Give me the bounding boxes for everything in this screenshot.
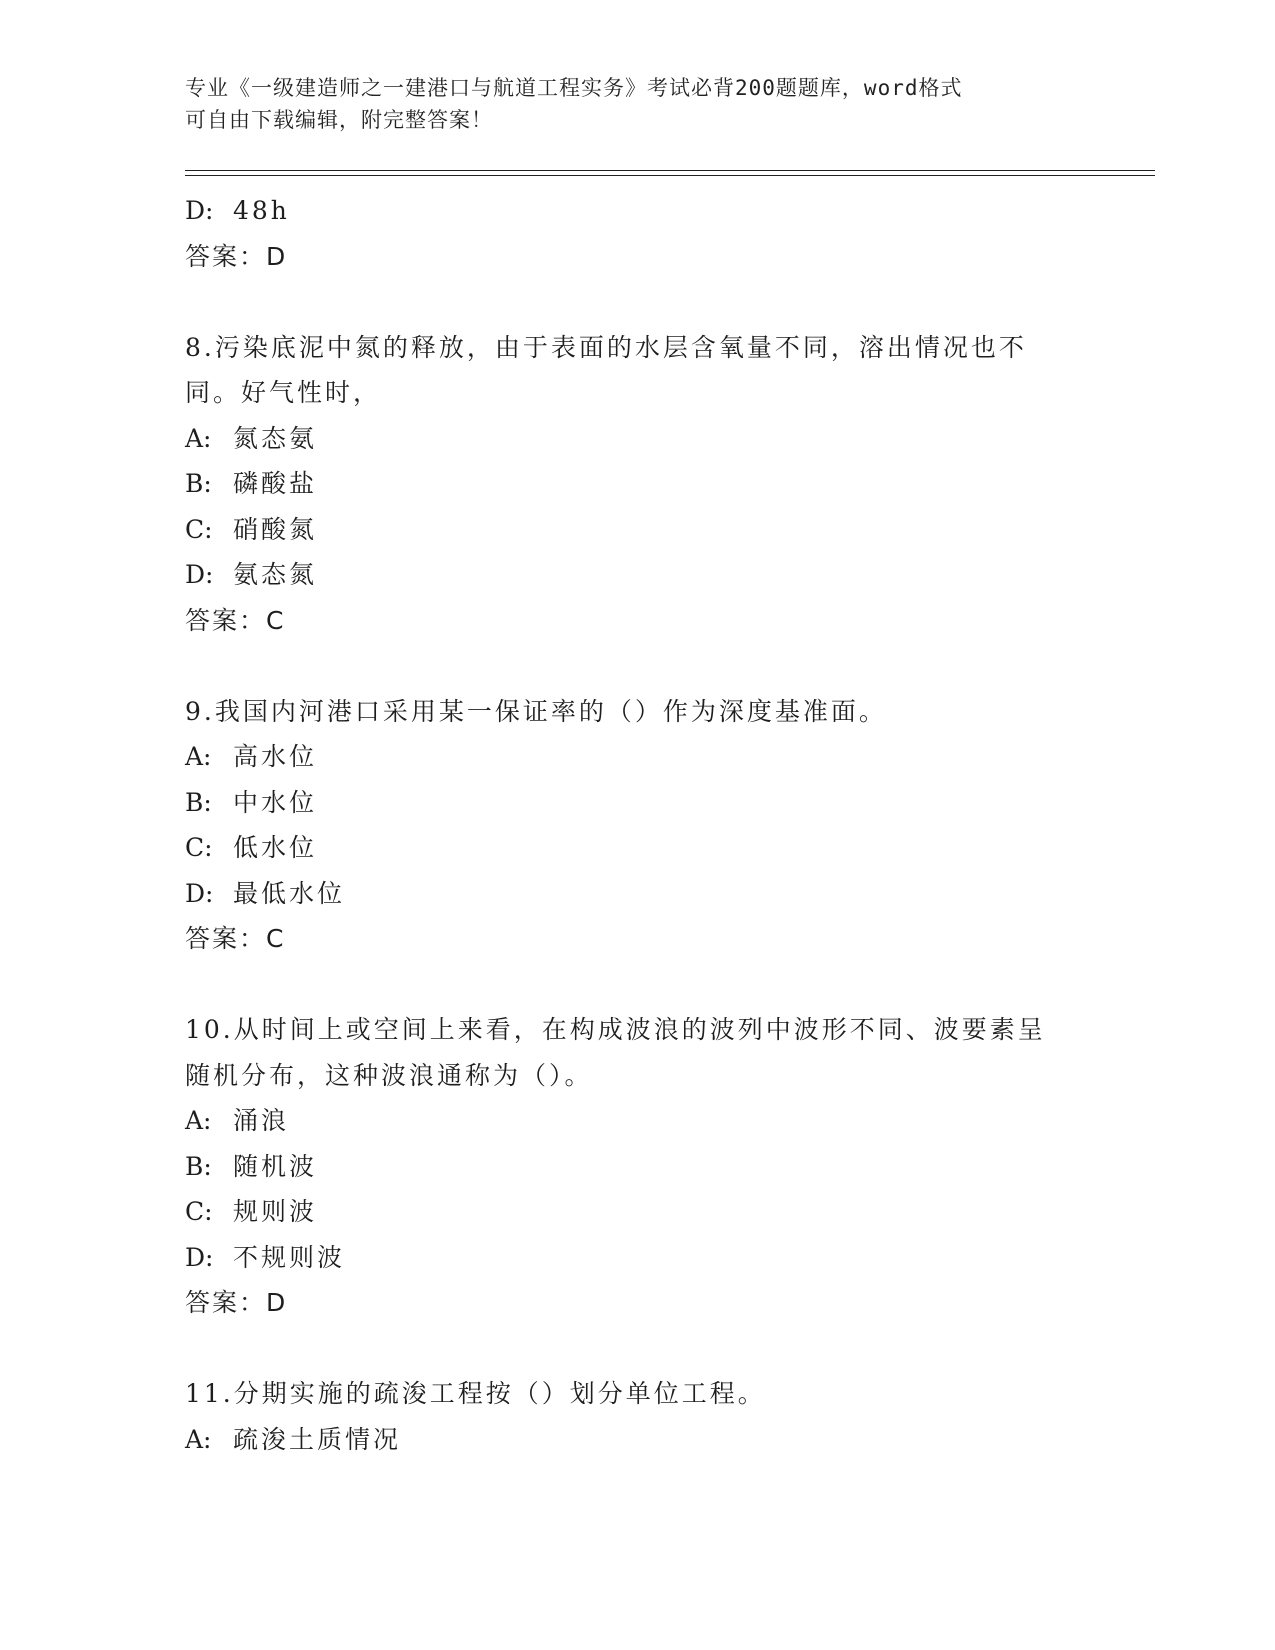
option-label: C:	[185, 514, 213, 544]
option-label: C:	[185, 833, 213, 862]
question-list	[185, 188, 1085, 1462]
header-title-line2: 可自由下载编辑，附完整答案！	[185, 108, 493, 132]
option-text: 氨态氮	[233, 560, 318, 589]
header-title-line1: 专业《一级建造师之一建港口与航道工程实务》考试必背200题题库，word格式	[185, 76, 963, 100]
question-block-9	[185, 689, 1085, 962]
option-label: A:	[185, 1106, 212, 1135]
option-text: 磷酸盐	[233, 469, 318, 498]
option-row	[185, 871, 1085, 917]
option-label: D:	[185, 878, 214, 908]
option-row	[185, 188, 1085, 234]
question-block-8	[185, 325, 1085, 644]
question-text: 10.从时间上或空间上来看，在构成波浪的波列中波形不同、波要素呈	[185, 1015, 1046, 1044]
option-label: C:	[185, 1197, 213, 1226]
option-row	[185, 1417, 1085, 1463]
option-row	[185, 461, 1085, 507]
option-text: 氮态氨	[233, 423, 318, 453]
option-label: B:	[185, 469, 212, 498]
option-row	[185, 1235, 1085, 1281]
question-block-11	[185, 1371, 1085, 1462]
option-text: 中水位	[233, 787, 318, 817]
spacer	[185, 643, 1085, 689]
option-text: 硝酸氮	[233, 514, 318, 544]
question-block-10	[185, 1007, 1085, 1326]
option-label: A:	[185, 423, 212, 453]
option-row	[185, 552, 1085, 598]
question-text: 9.我国内河港口采用某一保证率的（）作为深度基准面。	[185, 696, 887, 726]
option-label: D:	[185, 560, 214, 589]
option-text: 不规则波	[233, 1242, 346, 1272]
answer-line: 答案：D	[185, 1288, 288, 1317]
option-row	[185, 507, 1085, 553]
spacer	[185, 279, 1085, 325]
option-row	[185, 416, 1085, 462]
answer-line: 答案：D	[185, 241, 288, 271]
option-text: 随机波	[233, 1151, 318, 1181]
answer-line: 答案：C	[185, 605, 286, 635]
option-row	[185, 825, 1085, 871]
option-label: A:	[185, 742, 212, 771]
option-label: B:	[185, 1151, 212, 1181]
question-text-cont: 同。好气性时，	[185, 378, 382, 407]
prev-question-tail	[185, 188, 1085, 279]
option-row	[185, 780, 1085, 826]
spacer	[185, 1326, 1085, 1372]
option-label: B:	[185, 787, 212, 817]
option-text: 涌浪	[233, 1106, 290, 1135]
option-text: 高水位	[233, 742, 318, 771]
option-label: D:	[185, 1242, 214, 1272]
option-text: 48h	[233, 196, 290, 225]
spacer	[185, 962, 1085, 1008]
option-row	[185, 1189, 1085, 1235]
option-row	[185, 734, 1085, 780]
option-text: 疏浚土质情况	[233, 1424, 402, 1454]
option-label: D:	[185, 196, 214, 225]
option-row	[185, 1144, 1085, 1190]
question-text: 11.分期实施的疏浚工程按（）划分单位工程。	[185, 1379, 766, 1408]
option-label: A:	[185, 1424, 212, 1454]
question-text-cont: 随机分布，这种波浪通称为（）。	[185, 1060, 593, 1090]
header-rule-top	[185, 170, 1155, 171]
option-row	[185, 1098, 1085, 1144]
header-rule-bottom	[185, 175, 1155, 176]
answer-line: 答案：C	[185, 924, 286, 953]
question-text: 8.污染底泥中氮的释放，由于表面的水层含氧量不同，溶出情况也不	[185, 332, 1027, 362]
option-text: 规则波	[233, 1197, 318, 1226]
option-text: 最低水位	[233, 878, 346, 908]
document-header	[185, 72, 1065, 136]
option-text: 低水位	[233, 833, 318, 862]
